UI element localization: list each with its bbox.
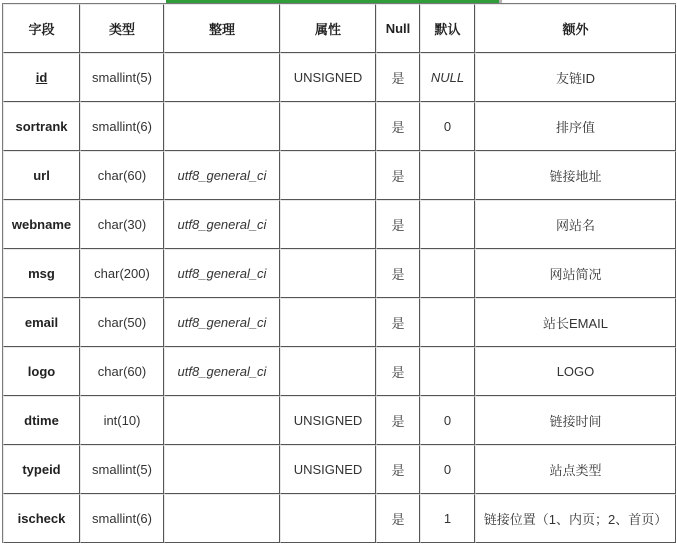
table-row bbox=[3, 200, 676, 249]
field-extra: 链接位置（1、内页；2、首页） bbox=[475, 494, 676, 543]
field-collation: utf8_general_ci bbox=[164, 249, 280, 298]
field-name: id bbox=[3, 53, 80, 102]
field-default: 0 bbox=[420, 396, 475, 445]
field-extra: 站点类型 bbox=[475, 445, 676, 494]
field-name: typeid bbox=[3, 445, 80, 494]
field-type: int(10) bbox=[80, 396, 164, 445]
table-row bbox=[3, 249, 676, 298]
field-default: 1 bbox=[420, 494, 475, 543]
table-row bbox=[3, 494, 676, 543]
field-name: ischeck bbox=[3, 494, 80, 543]
field-default: 0 bbox=[420, 102, 475, 151]
field-collation: utf8_general_ci bbox=[164, 151, 280, 200]
table-row bbox=[3, 102, 676, 151]
table-row bbox=[3, 298, 676, 347]
field-null: 是 bbox=[376, 298, 420, 347]
field-type: char(50) bbox=[80, 298, 164, 347]
field-null: 是 bbox=[376, 102, 420, 151]
field-extra: LOGO bbox=[475, 347, 676, 396]
field-type: char(60) bbox=[80, 151, 164, 200]
field-default bbox=[420, 151, 475, 200]
field-default: NULL bbox=[420, 53, 475, 102]
field-name: webname bbox=[3, 200, 80, 249]
field-attributes bbox=[280, 298, 376, 347]
field-extra: 友链ID bbox=[475, 53, 676, 102]
field-type: smallint(5) bbox=[80, 53, 164, 102]
header-attributes: 属性 bbox=[280, 4, 376, 53]
field-type: char(60) bbox=[80, 347, 164, 396]
field-extra: 排序值 bbox=[475, 102, 676, 151]
table-row bbox=[3, 445, 676, 494]
field-default bbox=[420, 249, 475, 298]
field-collation bbox=[164, 53, 280, 102]
field-null: 是 bbox=[376, 151, 420, 200]
field-attributes bbox=[280, 200, 376, 249]
field-null: 是 bbox=[376, 249, 420, 298]
field-type: char(30) bbox=[80, 200, 164, 249]
field-null: 是 bbox=[376, 200, 420, 249]
header-type: 类型 bbox=[80, 4, 164, 53]
table-row bbox=[3, 151, 676, 200]
field-collation: utf8_general_ci bbox=[164, 200, 280, 249]
field-attributes bbox=[280, 102, 376, 151]
header-collation: 整理 bbox=[164, 4, 280, 53]
field-collation: utf8_general_ci bbox=[164, 298, 280, 347]
field-default bbox=[420, 298, 475, 347]
field-name: sortrank bbox=[3, 102, 80, 151]
header-extra: 额外 bbox=[475, 4, 676, 53]
header-row bbox=[3, 4, 676, 53]
header-default: 默认 bbox=[420, 4, 475, 53]
field-collation bbox=[164, 396, 280, 445]
field-collation bbox=[164, 494, 280, 543]
field-attributes bbox=[280, 494, 376, 543]
field-attributes: UNSIGNED bbox=[280, 445, 376, 494]
field-name: url bbox=[3, 151, 80, 200]
field-type: smallint(6) bbox=[80, 494, 164, 543]
field-attributes: UNSIGNED bbox=[280, 396, 376, 445]
field-null: 是 bbox=[376, 347, 420, 396]
field-name: msg bbox=[3, 249, 80, 298]
field-null: 是 bbox=[376, 494, 420, 543]
field-collation: utf8_general_ci bbox=[164, 347, 280, 396]
field-extra: 链接时间 bbox=[475, 396, 676, 445]
field-extra: 链接地址 bbox=[475, 151, 676, 200]
field-attributes bbox=[280, 151, 376, 200]
field-null: 是 bbox=[376, 396, 420, 445]
field-default bbox=[420, 347, 475, 396]
field-name: dtime bbox=[3, 396, 80, 445]
field-name: logo bbox=[3, 347, 80, 396]
field-extra: 站长EMAIL bbox=[475, 298, 676, 347]
field-type: char(200) bbox=[80, 249, 164, 298]
field-collation bbox=[164, 445, 280, 494]
field-extra: 网站简况 bbox=[475, 249, 676, 298]
field-default: 0 bbox=[420, 445, 475, 494]
field-attributes: UNSIGNED bbox=[280, 53, 376, 102]
header-null: Null bbox=[376, 4, 420, 53]
table-row bbox=[3, 347, 676, 396]
field-default bbox=[420, 200, 475, 249]
field-attributes bbox=[280, 347, 376, 396]
field-type: smallint(6) bbox=[80, 102, 164, 151]
field-collation bbox=[164, 102, 280, 151]
field-name: email bbox=[3, 298, 80, 347]
table-row bbox=[3, 53, 676, 102]
field-attributes bbox=[280, 249, 376, 298]
header-field: 字段 bbox=[3, 4, 80, 53]
field-null: 是 bbox=[376, 53, 420, 102]
field-extra: 网站名 bbox=[475, 200, 676, 249]
schema-table bbox=[2, 3, 676, 543]
field-null: 是 bbox=[376, 445, 420, 494]
field-type: smallint(5) bbox=[80, 445, 164, 494]
table-row bbox=[3, 396, 676, 445]
